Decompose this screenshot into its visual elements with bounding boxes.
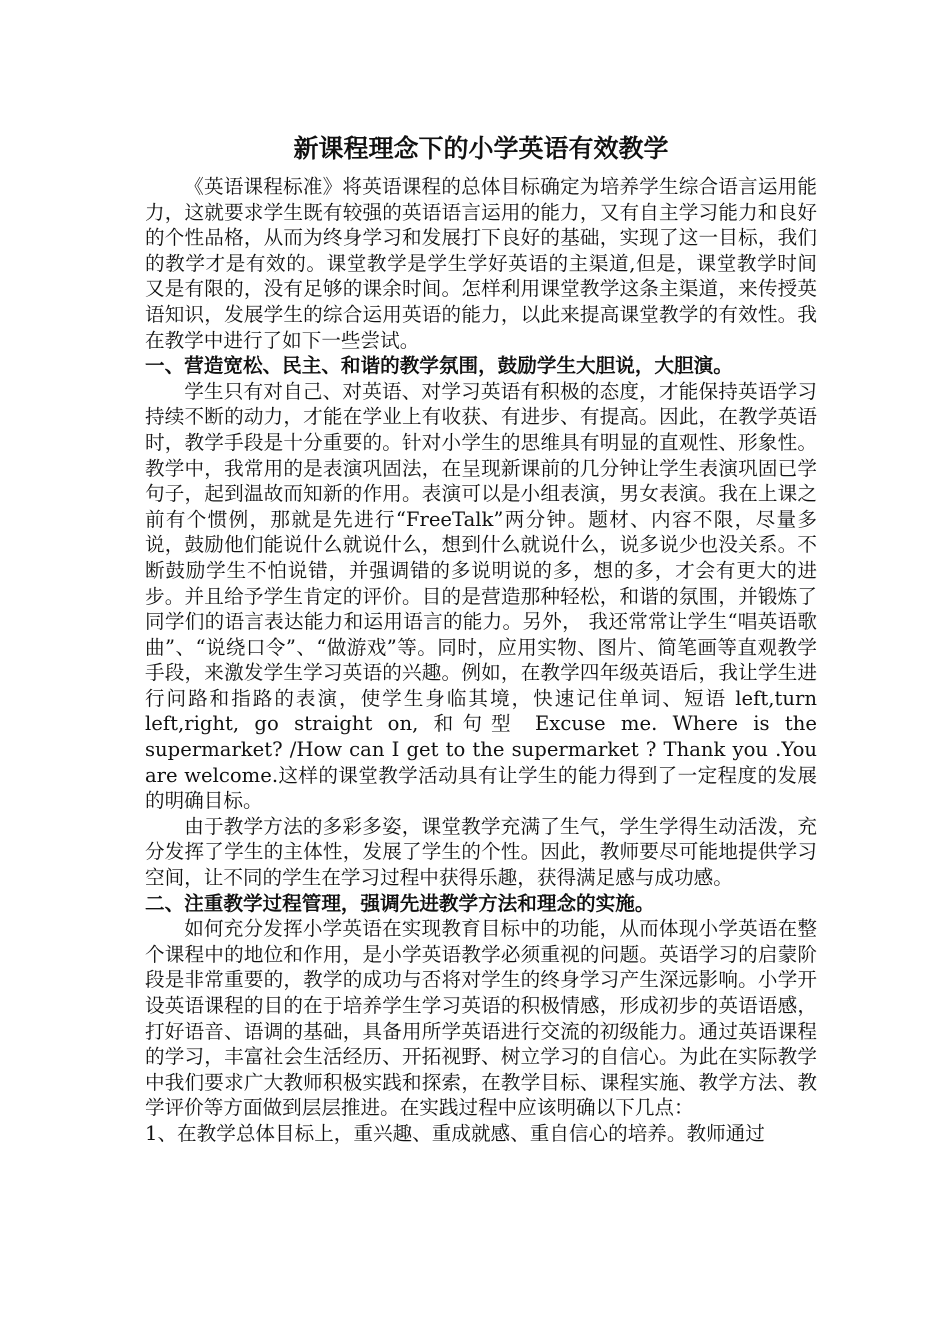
- paragraph-section1-conclusion: 由于教学方法的多彩多姿，课堂教学充满了生气，学生学得生动活泼，充分发挥了学生的主体性，发展了学生的个性。因此，教师要尽可能地提供学习空间，让不同的学生在学习过程中获得乐趣，获得满足感与成功感。: [145, 814, 817, 890]
- paragraph-section2-body: 如何充分发挥小学英语在实现教育目标中的功能，从而体现小学英语在整个课程中的地位和作用，是小学英语教学必须重视的问题。英语学习的启蒙阶段是非常重要的，教学的成功与否将对学生的终身学习产生深远影响。小学开设英语课程的目的在于培养学生学习英语的积极情感，形成初步的英语语感，打好语音、语调的基础，具备用所学英语进行交流的初级能力。通过英语课程的学习，丰富社会生活经历、开拓视野、树立学习的自信心。为此在实际教学中我们要求广大教师积极实践和探索，在教学目标、课程实施、教学方法、教学评价等方面做到层层推进。在实践过程中应该明确以下几点：: [145, 917, 817, 1120]
- document-title: 新课程理念下的小学英语有效教学: [293, 134, 669, 163]
- section-heading-2: 二、注重教学过程管理，强调先进教学方法和理念的实施。: [145, 891, 655, 915]
- paragraph-section1-body: 学生只有对自己、对英语、对学习英语有积极的态度，才能保持英语学习持续不断的动力，才能在学业上有收获、有进步、有提高。因此，在教学英语时，教学手段是十分重要的。针对小学生的思维具有明显的直观性、形象性。教学中，我常用的是表演巩固法，在呈现新课前的几分钟让学生表演巩固已学句子，起到温故而知新的作用。表演可以是小组表演，男女表演。我在上课之前有个惯例，那就是先进行“FreeTalk”两分钟。题材、内容不限，尽量多说，鼓励他们能说什么就说什么，想到什么就说什么，说多说少也没关系。不断鼓励学生不怕说错，并强调错的多说明说的多，想的多，才会有更大的进步。并且给予学生肯定的评价。目的是营造那种轻松，和谐的氛围，并锻炼了同学们的语言表达能力和运用语言的能力。另外， 我还常常让学生“唱英语歌曲”、“说绕口令”、“做游戏”等。同时，应用实物、图片、简笔画等直观教学手段，来激发学生学习英语的兴趣。例如，在教学四年级英语后，我让学生进行问路和指路的表演，使学生身临其境，快速记住单词、短语 left,turn left,right, go straight on, 和句型 Excuse me. Where is the supermarket? /How can I get to the supermarket ? Thank you .You are welcome.这样的课堂教学活动具有让学生的能力得到了一定程度的发展的明确目标。: [145, 379, 817, 813]
- document-page: [145, 132, 817, 1147]
- section-heading-1: 一、营造宽松、民主、和谐的教学氛围，鼓励学生大胆说，大胆演。: [145, 354, 733, 378]
- paragraph-intro: 《英语课程标准》将英语课程的总体目标确定为培养学生综合语言运用能力，这就要求学生既有较强的英语语言运用的能力，又有自主学习能力和良好的个性品格，从而为终身学习和发展打下良好的基础，实现了这一目标，我们的教学才是有效的。课堂教学是学生学好英语的主渠道,但是，课堂教学时间又是有限的，没有足够的课余时间。怎样利用课堂教学这条主渠道，来传授英语知识，发展学生的综合运用英语的能力，以此来提高课堂教学的有效性。我在教学中进行了如下一些尝试。: [145, 175, 817, 352]
- paragraph-point-1: 1、在教学总体目标上，重兴趣、重成就感、重自信心的培养。教师通过: [145, 1121, 765, 1145]
